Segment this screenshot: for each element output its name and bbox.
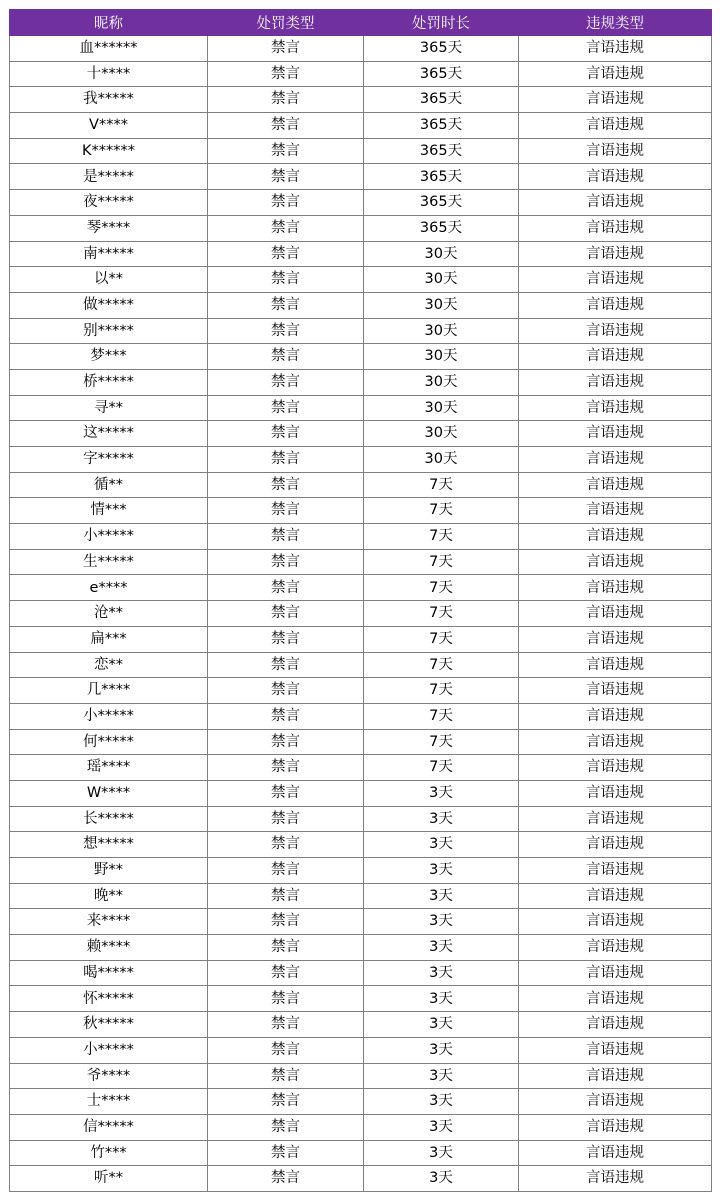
- cell-nickname: 长*****: [10, 806, 208, 832]
- cell-penalty-type: 禁言: [208, 138, 364, 164]
- cell-violation-type: 言语违规: [519, 498, 712, 524]
- cell-penalty-duration: 3天: [364, 1089, 519, 1115]
- cell-violation-type: 言语违规: [519, 832, 712, 858]
- cell-penalty-type: 禁言: [208, 986, 364, 1012]
- cell-nickname: 赖****: [10, 935, 208, 961]
- cell-violation-type: 言语违规: [519, 1037, 712, 1063]
- cell-penalty-type: 禁言: [208, 1089, 364, 1115]
- cell-violation-type: 言语违规: [519, 164, 712, 190]
- table-row: [10, 447, 712, 473]
- cell-penalty-duration: 7天: [364, 729, 519, 755]
- cell-penalty-type: 禁言: [208, 935, 364, 961]
- cell-penalty-duration: 365天: [364, 113, 519, 139]
- cell-violation-type: 言语违规: [519, 472, 712, 498]
- cell-nickname: 怀*****: [10, 986, 208, 1012]
- cell-violation-type: 言语违规: [519, 1114, 712, 1140]
- cell-penalty-duration: 7天: [364, 652, 519, 678]
- cell-penalty-duration: 30天: [364, 395, 519, 421]
- cell-penalty-type: 禁言: [208, 267, 364, 293]
- cell-penalty-type: 禁言: [208, 87, 364, 113]
- cell-penalty-type: 禁言: [208, 113, 364, 139]
- table-row: [10, 729, 712, 755]
- table-row: [10, 87, 712, 113]
- cell-penalty-duration: 365天: [364, 164, 519, 190]
- cell-violation-type: 言语违规: [519, 678, 712, 704]
- cell-penalty-type: 禁言: [208, 549, 364, 575]
- table-row: [10, 601, 712, 627]
- cell-nickname: 想*****: [10, 832, 208, 858]
- cell-nickname: 南*****: [10, 241, 208, 267]
- table-row: [10, 549, 712, 575]
- cell-penalty-type: 禁言: [208, 678, 364, 704]
- cell-violation-type: 言语违规: [519, 626, 712, 652]
- table-row: [10, 292, 712, 318]
- cell-penalty-duration: 3天: [364, 1166, 519, 1192]
- cell-nickname: 别*****: [10, 318, 208, 344]
- cell-violation-type: 言语违规: [519, 729, 712, 755]
- cell-penalty-type: 禁言: [208, 1012, 364, 1038]
- cell-penalty-type: 禁言: [208, 729, 364, 755]
- table-row: [10, 626, 712, 652]
- cell-nickname: 喝*****: [10, 960, 208, 986]
- table-row: [10, 960, 712, 986]
- cell-nickname: 瑶****: [10, 755, 208, 781]
- cell-penalty-type: 禁言: [208, 447, 364, 473]
- table-row: [10, 241, 712, 267]
- cell-penalty-type: 禁言: [208, 292, 364, 318]
- cell-violation-type: 言语违规: [519, 1166, 712, 1192]
- cell-penalty-duration: 30天: [364, 241, 519, 267]
- cell-violation-type: 言语违规: [519, 344, 712, 370]
- cell-penalty-duration: 3天: [364, 858, 519, 884]
- cell-penalty-duration: 7天: [364, 524, 519, 550]
- cell-nickname: 桥*****: [10, 369, 208, 395]
- cell-penalty-type: 禁言: [208, 36, 364, 62]
- cell-nickname: 情***: [10, 498, 208, 524]
- cell-violation-type: 言语违规: [519, 1089, 712, 1115]
- cell-violation-type: 言语违规: [519, 703, 712, 729]
- cell-penalty-duration: 30天: [364, 344, 519, 370]
- cell-penalty-duration: 7天: [364, 601, 519, 627]
- cell-violation-type: 言语违规: [519, 1063, 712, 1089]
- cell-penalty-type: 禁言: [208, 421, 364, 447]
- cell-nickname: 夜*****: [10, 190, 208, 216]
- cell-nickname: 字*****: [10, 447, 208, 473]
- cell-penalty-duration: 7天: [364, 472, 519, 498]
- cell-penalty-type: 禁言: [208, 318, 364, 344]
- cell-nickname: K******: [10, 138, 208, 164]
- cell-penalty-duration: 7天: [364, 678, 519, 704]
- cell-penalty-duration: 30天: [364, 292, 519, 318]
- header-row: [10, 10, 712, 36]
- cell-penalty-duration: 3天: [364, 1037, 519, 1063]
- cell-nickname: 小*****: [10, 703, 208, 729]
- cell-nickname: 琴****: [10, 215, 208, 241]
- header-penalty-duration: 处罚时长: [364, 10, 519, 36]
- cell-violation-type: 言语违规: [519, 421, 712, 447]
- cell-penalty-duration: 3天: [364, 986, 519, 1012]
- table-row: [10, 909, 712, 935]
- cell-penalty-type: 禁言: [208, 524, 364, 550]
- cell-violation-type: 言语违规: [519, 935, 712, 961]
- cell-penalty-type: 禁言: [208, 652, 364, 678]
- cell-nickname: 何*****: [10, 729, 208, 755]
- cell-nickname: 血******: [10, 36, 208, 62]
- cell-penalty-duration: 7天: [364, 549, 519, 575]
- cell-violation-type: 言语违规: [519, 267, 712, 293]
- cell-violation-type: 言语违规: [519, 190, 712, 216]
- cell-nickname: 几****: [10, 678, 208, 704]
- cell-violation-type: 言语违规: [519, 1140, 712, 1166]
- cell-penalty-type: 禁言: [208, 498, 364, 524]
- cell-penalty-duration: 7天: [364, 755, 519, 781]
- cell-violation-type: 言语违规: [519, 369, 712, 395]
- table-row: [10, 61, 712, 87]
- table-row: [10, 1037, 712, 1063]
- cell-nickname: 梦***: [10, 344, 208, 370]
- cell-penalty-type: 禁言: [208, 241, 364, 267]
- table-row: [10, 164, 712, 190]
- cell-penalty-duration: 30天: [364, 267, 519, 293]
- table-row: [10, 652, 712, 678]
- cell-penalty-type: 禁言: [208, 215, 364, 241]
- header-penalty-type: 处罚类型: [208, 10, 364, 36]
- cell-violation-type: 言语违规: [519, 780, 712, 806]
- cell-violation-type: 言语违规: [519, 395, 712, 421]
- cell-violation-type: 言语违规: [519, 652, 712, 678]
- cell-nickname: 爷****: [10, 1063, 208, 1089]
- table-row: [10, 318, 712, 344]
- cell-penalty-duration: 3天: [364, 1114, 519, 1140]
- cell-penalty-duration: 3天: [364, 935, 519, 961]
- cell-nickname: 循**: [10, 472, 208, 498]
- cell-penalty-duration: 365天: [364, 138, 519, 164]
- cell-penalty-type: 禁言: [208, 755, 364, 781]
- cell-nickname: 寻**: [10, 395, 208, 421]
- cell-penalty-type: 禁言: [208, 858, 364, 884]
- cell-penalty-duration: 365天: [364, 87, 519, 113]
- cell-penalty-type: 禁言: [208, 626, 364, 652]
- cell-nickname: 来****: [10, 909, 208, 935]
- penalty-table: [9, 9, 712, 1192]
- table-row: [10, 575, 712, 601]
- cell-violation-type: 言语违规: [519, 241, 712, 267]
- cell-violation-type: 言语违规: [519, 601, 712, 627]
- table-row: [10, 524, 712, 550]
- cell-violation-type: 言语违规: [519, 575, 712, 601]
- cell-penalty-duration: 3天: [364, 1012, 519, 1038]
- cell-penalty-type: 禁言: [208, 703, 364, 729]
- table-row: [10, 703, 712, 729]
- cell-nickname: 听**: [10, 1166, 208, 1192]
- cell-violation-type: 言语违规: [519, 986, 712, 1012]
- table-row: [10, 138, 712, 164]
- cell-violation-type: 言语违规: [519, 292, 712, 318]
- table-row: [10, 215, 712, 241]
- cell-penalty-duration: 30天: [364, 369, 519, 395]
- cell-penalty-type: 禁言: [208, 1114, 364, 1140]
- cell-nickname: e****: [10, 575, 208, 601]
- cell-penalty-duration: 3天: [364, 1063, 519, 1089]
- cell-penalty-type: 禁言: [208, 1037, 364, 1063]
- cell-penalty-type: 禁言: [208, 164, 364, 190]
- table-row: [10, 421, 712, 447]
- cell-penalty-type: 禁言: [208, 1063, 364, 1089]
- cell-penalty-duration: 3天: [364, 909, 519, 935]
- table-row: [10, 113, 712, 139]
- cell-penalty-duration: 30天: [364, 318, 519, 344]
- cell-violation-type: 言语违规: [519, 806, 712, 832]
- table-row: [10, 986, 712, 1012]
- cell-violation-type: 言语违规: [519, 524, 712, 550]
- cell-penalty-duration: 7天: [364, 498, 519, 524]
- cell-nickname: 竹***: [10, 1140, 208, 1166]
- cell-nickname: 小*****: [10, 1037, 208, 1063]
- cell-nickname: 这*****: [10, 421, 208, 447]
- cell-penalty-duration: 365天: [364, 190, 519, 216]
- cell-penalty-type: 禁言: [208, 190, 364, 216]
- table-row: [10, 678, 712, 704]
- cell-penalty-type: 禁言: [208, 344, 364, 370]
- cell-nickname: 生*****: [10, 549, 208, 575]
- cell-penalty-duration: 30天: [364, 447, 519, 473]
- cell-violation-type: 言语违规: [519, 1012, 712, 1038]
- cell-nickname: 十****: [10, 61, 208, 87]
- header-nickname: 昵称: [10, 10, 208, 36]
- cell-penalty-type: 禁言: [208, 960, 364, 986]
- cell-violation-type: 言语违规: [519, 113, 712, 139]
- cell-penalty-type: 禁言: [208, 575, 364, 601]
- table-row: [10, 267, 712, 293]
- cell-penalty-type: 禁言: [208, 369, 364, 395]
- cell-penalty-duration: 7天: [364, 575, 519, 601]
- cell-nickname: 晚**: [10, 883, 208, 909]
- cell-penalty-duration: 3天: [364, 806, 519, 832]
- cell-violation-type: 言语违规: [519, 61, 712, 87]
- cell-penalty-duration: 3天: [364, 1140, 519, 1166]
- cell-penalty-duration: 3天: [364, 780, 519, 806]
- cell-violation-type: 言语违规: [519, 138, 712, 164]
- table-row: [10, 935, 712, 961]
- cell-violation-type: 言语违规: [519, 36, 712, 62]
- cell-violation-type: 言语违规: [519, 858, 712, 884]
- table-row: [10, 344, 712, 370]
- cell-penalty-duration: 3天: [364, 960, 519, 986]
- cell-nickname: 以**: [10, 267, 208, 293]
- cell-penalty-duration: 7天: [364, 626, 519, 652]
- cell-nickname: W****: [10, 780, 208, 806]
- table-row: [10, 1089, 712, 1115]
- cell-penalty-type: 禁言: [208, 61, 364, 87]
- cell-penalty-type: 禁言: [208, 472, 364, 498]
- cell-violation-type: 言语违规: [519, 447, 712, 473]
- cell-violation-type: 言语违规: [519, 215, 712, 241]
- cell-penalty-duration: 365天: [364, 36, 519, 62]
- table-row: [10, 1012, 712, 1038]
- header-violation-type: 违规类型: [519, 10, 712, 36]
- cell-penalty-duration: 3天: [364, 832, 519, 858]
- cell-penalty-duration: 3天: [364, 883, 519, 909]
- table-row: [10, 1114, 712, 1140]
- table-body: [10, 36, 712, 1192]
- cell-nickname: 是*****: [10, 164, 208, 190]
- table-row: [10, 190, 712, 216]
- cell-penalty-type: 禁言: [208, 883, 364, 909]
- cell-penalty-type: 禁言: [208, 909, 364, 935]
- cell-penalty-type: 禁言: [208, 832, 364, 858]
- table-row: [10, 369, 712, 395]
- cell-violation-type: 言语违规: [519, 318, 712, 344]
- cell-nickname: 沧**: [10, 601, 208, 627]
- table-row: [10, 1140, 712, 1166]
- cell-penalty-type: 禁言: [208, 1166, 364, 1192]
- cell-violation-type: 言语违规: [519, 960, 712, 986]
- table-row: [10, 395, 712, 421]
- cell-penalty-duration: 365天: [364, 61, 519, 87]
- table-row: [10, 780, 712, 806]
- table-row: [10, 832, 712, 858]
- table-row: [10, 858, 712, 884]
- table-row: [10, 36, 712, 62]
- table-row: [10, 755, 712, 781]
- cell-penalty-duration: 365天: [364, 215, 519, 241]
- cell-nickname: 秋*****: [10, 1012, 208, 1038]
- cell-violation-type: 言语违规: [519, 909, 712, 935]
- table-row: [10, 1166, 712, 1192]
- table-row: [10, 472, 712, 498]
- cell-nickname: 士****: [10, 1089, 208, 1115]
- cell-penalty-duration: 7天: [364, 703, 519, 729]
- cell-nickname: 做*****: [10, 292, 208, 318]
- cell-nickname: 扁***: [10, 626, 208, 652]
- cell-nickname: V****: [10, 113, 208, 139]
- cell-penalty-type: 禁言: [208, 601, 364, 627]
- cell-penalty-type: 禁言: [208, 780, 364, 806]
- table-row: [10, 883, 712, 909]
- cell-penalty-type: 禁言: [208, 395, 364, 421]
- table-row: [10, 498, 712, 524]
- cell-penalty-duration: 30天: [364, 421, 519, 447]
- cell-penalty-type: 禁言: [208, 1140, 364, 1166]
- cell-nickname: 恋**: [10, 652, 208, 678]
- cell-nickname: 野**: [10, 858, 208, 884]
- table-row: [10, 1063, 712, 1089]
- cell-violation-type: 言语违规: [519, 883, 712, 909]
- cell-violation-type: 言语违规: [519, 87, 712, 113]
- table-row: [10, 806, 712, 832]
- cell-nickname: 我*****: [10, 87, 208, 113]
- cell-violation-type: 言语违规: [519, 549, 712, 575]
- cell-violation-type: 言语违规: [519, 755, 712, 781]
- cell-nickname: 小*****: [10, 524, 208, 550]
- cell-nickname: 信*****: [10, 1114, 208, 1140]
- cell-penalty-type: 禁言: [208, 806, 364, 832]
